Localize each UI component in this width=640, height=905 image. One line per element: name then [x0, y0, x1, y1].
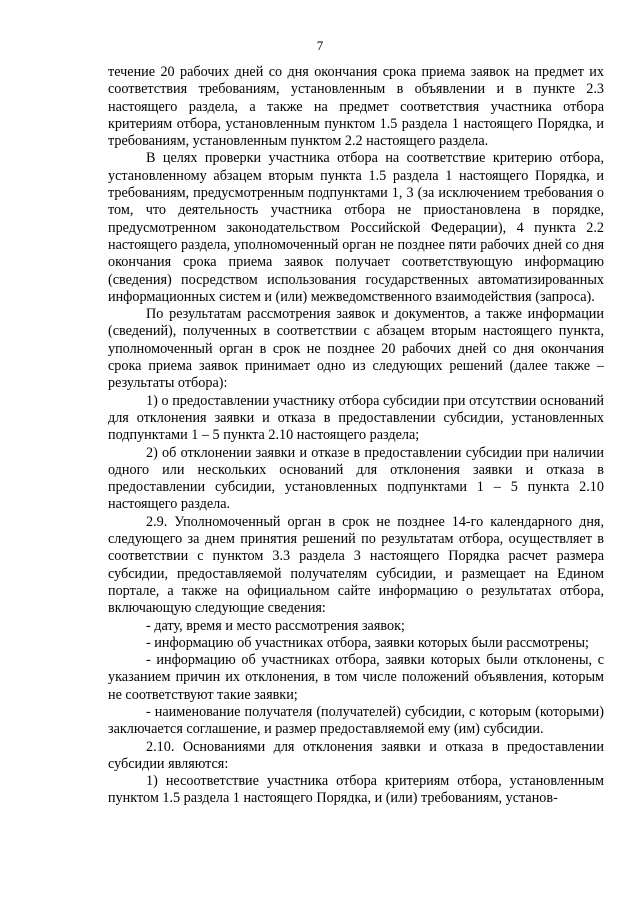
paragraph: - наименование получателя (получателей) субсидии, с которым (которыми) заключается соглашение, и размер предоставляемой ему (им) субсидии.: [108, 703, 604, 738]
paragraph: По результатам рассмотрения заявок и документов, а также информации (сведений), полученных в соответствии с абзацем вторым настоящего пункта, уполномоченный орган в срок не позднее 20 рабочих дней со дня окончания срока приема заявок принимает одно из следующих решений (далее также – результаты отбора):: [108, 306, 604, 392]
page-number: 7: [316, 38, 324, 53]
paragraph: 2.9. Уполномоченный орган в срок не позднее 14-го календарного дня, следующего за днем принятия решений по результатам отбора, осуществляет в соответствии с пунктом 3.3 раздела 3 настоящего Порядка расчет размера субсидии, предоставляемой получателям субсидии, и размещает на Едином портале, а также на официальном сайте информацию о результатах отбора, включающую следующие сведения:: [108, 513, 604, 617]
paragraph: 1) о предоставлении участнику отбора субсидии при отсутствии оснований для отклонения заявки и отказа в предоставлении субсидии, установленных подпунктами 1 – 5 пункта 2.10 настоящего раздела;: [108, 392, 604, 444]
body-text: [108, 64, 604, 808]
paragraph: течение 20 рабочих дней со дня окончания срока приема заявок на предмет их соответствия требованиям, установленным в объявлении и в пункте 2.3 настоящего раздела, а также на предмет соответствия участника отбора критериям отбора, установленным пунктом 1.5 раздела 1 настоящего Порядка, и требованиям, установленным пунктом 2.2 настоящего раздела.: [108, 64, 604, 150]
paragraph: В целях проверки участника отбора на соответствие критерию отбора, установленному абзацем вторым пункта 1.5 раздела 1 настоящего Порядка, и требованиям, предусмотренным подпунктами 1, 3 (за исключением требования о том, что деятельность участника отбора не приостановлена в порядке, предусмотренном законодательством Российской Федерации), 4 пункта 2.2 настоящего раздела, уполномоченный орган не позднее пяти рабочих дней со дня окончания срока приема заявок получает соответствующую информацию (сведения) посредством использования государственных автоматизированных информационных систем и (или) межведомственного взаимодействия (запроса).: [108, 150, 604, 305]
paragraph: - информацию об участниках отбора, заявки которых были рассмотрены;: [146, 634, 589, 651]
paragraph: 2.10. Основаниями для отклонения заявки и отказа в предоставлении субсидии являются:: [108, 738, 604, 772]
paragraph: 2) об отклонении заявки и отказе в предоставлении субсидии при наличии одного или нескольких оснований для отклонения заявки и отказа в предоставлении субсидии, установленных подпунктами 1 – 5 пункта 2.10 настоящего раздела.: [108, 444, 604, 513]
paragraph: - дату, время и место рассмотрения заявок;: [146, 617, 405, 634]
paragraph: 1) несоответствие участника отбора критериям отбора, установленным пунктом 1.5 раздела 1 настоящего Порядка, и (или) требованиям, установ-: [108, 773, 604, 807]
paragraph: - информацию об участниках отбора, заявки которых были отклонены, с указанием причин их отклонения, в том числе положений объявления, которым не соответствуют такие заявки;: [108, 652, 604, 703]
